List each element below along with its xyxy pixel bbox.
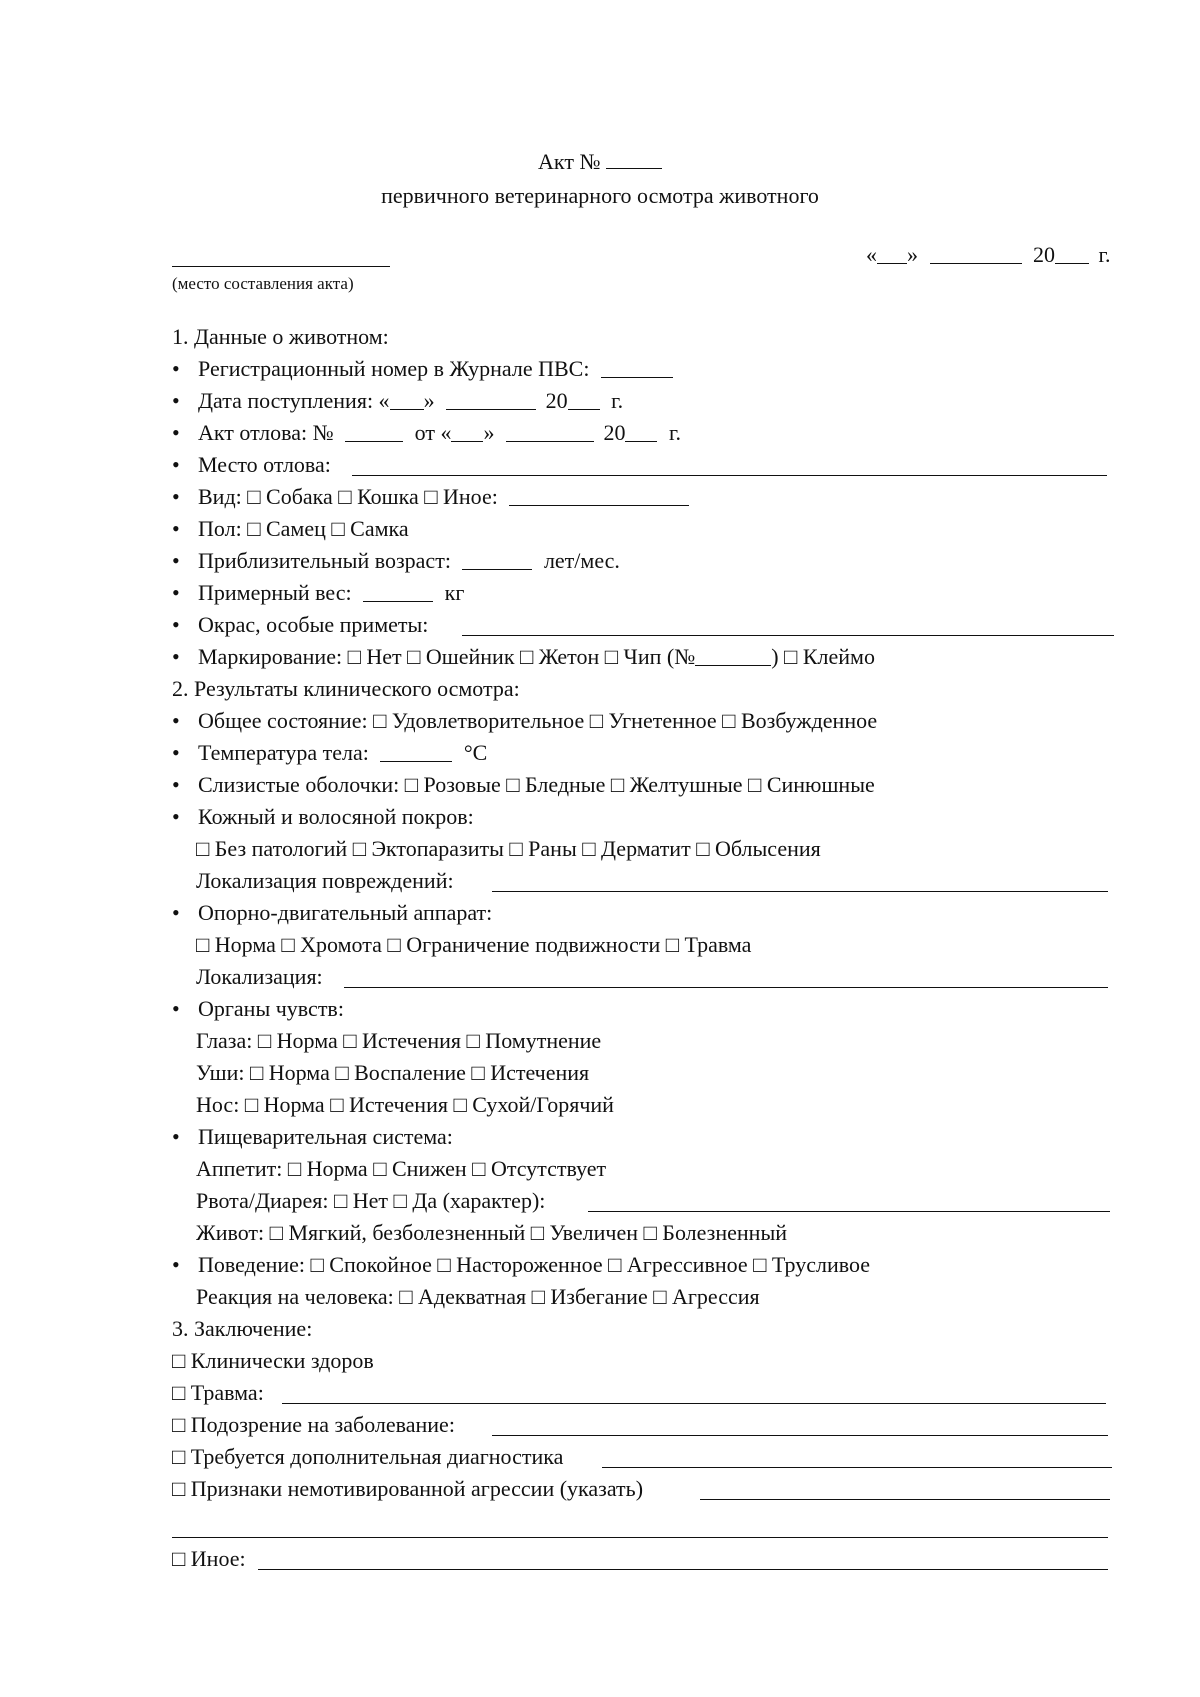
vomit-row: Рвота/Диарея: □ Нет □ Да (характер): (196, 1188, 546, 1213)
skin-title-row: • Кожный и волосяной покров: (172, 804, 474, 829)
vomit-blank[interactable] (588, 1211, 1110, 1212)
capture-year-blank[interactable] (625, 421, 657, 442)
section3-title: 3. Заключение: (172, 1316, 313, 1341)
arrival-year-blank[interactable] (568, 389, 600, 410)
age-row: • Приблизительный возраст: лет/мес. (172, 548, 620, 573)
act-title (0, 149, 1200, 175)
senses-title-row: • Органы чувств: (172, 996, 344, 1021)
behavior-row: • Поведение: □ Спокойное □ Настороженное □ Агрессивное □ Трусливое (172, 1252, 871, 1277)
extra-diag-blank[interactable] (602, 1467, 1112, 1468)
skin-options-row: □ Без патологий □ Эктопаразиты □ Раны □ Дерматит □ Облысения (196, 836, 821, 861)
conclusion-healthy[interactable]: □ Клинически здоров (172, 1348, 374, 1373)
appetite-row: Аппетит: □ Норма □ Снижен □ Отсутствует (196, 1156, 607, 1181)
color-blank[interactable] (462, 635, 1114, 636)
capture-day-blank[interactable] (451, 421, 483, 442)
temperature-blank[interactable] (380, 741, 452, 762)
act-subtitle: первичного ветеринарного осмотра животного (381, 183, 819, 208)
species-row: • Вид: □ Собака □ Кошка □ Иное: (172, 482, 689, 512)
capture-act-number-blank[interactable] (345, 421, 403, 442)
eyes-row: Глаза: □ Норма □ Истечения □ Помутнение (196, 1028, 602, 1053)
marking-row: • Маркирование: □ Нет □ Ошейник □ Жетон □ Чип (№ ) □ Клеймо (172, 644, 875, 669)
capture-month-blank[interactable] (506, 421, 594, 442)
ears-row: Уши: □ Норма □ Воспаление □ Истечения (196, 1060, 590, 1085)
date-month-blank[interactable] (930, 243, 1022, 264)
aggression-blank[interactable] (700, 1499, 1110, 1500)
capture-place-row: • Место отлова: (172, 452, 331, 477)
chip-number-blank[interactable] (695, 645, 771, 666)
date-year-blank[interactable] (1055, 243, 1089, 264)
digestive-title-row: • Пищеварительная система: (172, 1124, 453, 1149)
place-blank[interactable] (172, 266, 390, 267)
arrival-date-row: • Дата поступления: « » 20 г. (172, 388, 624, 413)
nose-row: Нос: □ Норма □ Истечения □ Сухой/Горячий (196, 1092, 614, 1117)
arrival-day-blank[interactable] (390, 389, 424, 410)
arrival-month-blank[interactable] (446, 389, 536, 410)
color-row: • Окрас, особые приметы: (172, 612, 429, 637)
conclusion-extra-diag[interactable]: □ Требуется дополнительная диагностика (172, 1444, 564, 1469)
aggression-continuation-blank[interactable] (172, 1537, 1108, 1538)
species-other-blank[interactable] (509, 485, 689, 506)
reg-number-blank[interactable] (601, 357, 673, 378)
bullet: • (172, 356, 180, 381)
skin-localization-blank[interactable] (492, 891, 1108, 892)
suspicion-blank[interactable] (492, 1435, 1108, 1436)
conclusion-other[interactable]: □ Иное: (172, 1546, 246, 1571)
temperature-row: • Температура тела: °C (172, 740, 488, 765)
conclusion-aggression[interactable]: □ Признаки немотивированной агрессии (указать) (172, 1476, 644, 1501)
date-day-blank[interactable] (877, 243, 907, 264)
act-title-label: Акт № (538, 149, 601, 174)
section1-title: 1. Данные о животном: (172, 324, 389, 349)
place-caption: (место составления акта) (172, 274, 354, 293)
date-field: « » 20 г. (866, 242, 1111, 267)
trauma-blank[interactable] (282, 1403, 1106, 1404)
mucosa-row: • Слизистые оболочки: □ Розовые □ Бледные □ Желтушные □ Синюшные (172, 772, 875, 797)
belly-row: Живот: □ Мягкий, безболезненный □ Увеличен □ Болезненный (196, 1220, 787, 1245)
sex-row: • Пол: □ Самец □ Самка (172, 516, 409, 541)
locomotor-localization-row: Локализация: (196, 964, 323, 989)
other-blank[interactable] (258, 1569, 1108, 1570)
locomotor-localization-blank[interactable] (344, 987, 1108, 988)
general-state-row: • Общее состояние: □ Удовлетворительное □ Угнетенное □ Возбужденное (172, 708, 878, 733)
section2-title: 2. Результаты клинического осмотра: (172, 676, 520, 701)
conclusion-suspicion[interactable]: □ Подозрение на заболевание: (172, 1412, 455, 1437)
weight-blank[interactable] (363, 581, 433, 602)
skin-localization-row: Локализация повреждений: (196, 868, 454, 893)
act-number-blank[interactable] (606, 150, 662, 169)
locomotor-title-row: • Опорно-двигательный аппарат: (172, 900, 493, 925)
capture-place-blank[interactable] (352, 475, 1107, 476)
reg-number-row: • Регистрационный номер в Журнале ПВС: (172, 354, 673, 384)
age-blank[interactable] (462, 549, 532, 570)
locomotor-options-row: □ Норма □ Хромота □ Ограничение подвижности □ Травма (196, 932, 752, 957)
weight-row: • Примерный вес: кг (172, 580, 465, 605)
capture-act-row: • Акт отлова: № от « » 20 г. (172, 420, 681, 445)
reaction-row: Реакция на человека: □ Адекватная □ Избегание □ Агрессия (196, 1284, 760, 1309)
conclusion-trauma[interactable]: □ Травма: (172, 1380, 264, 1405)
